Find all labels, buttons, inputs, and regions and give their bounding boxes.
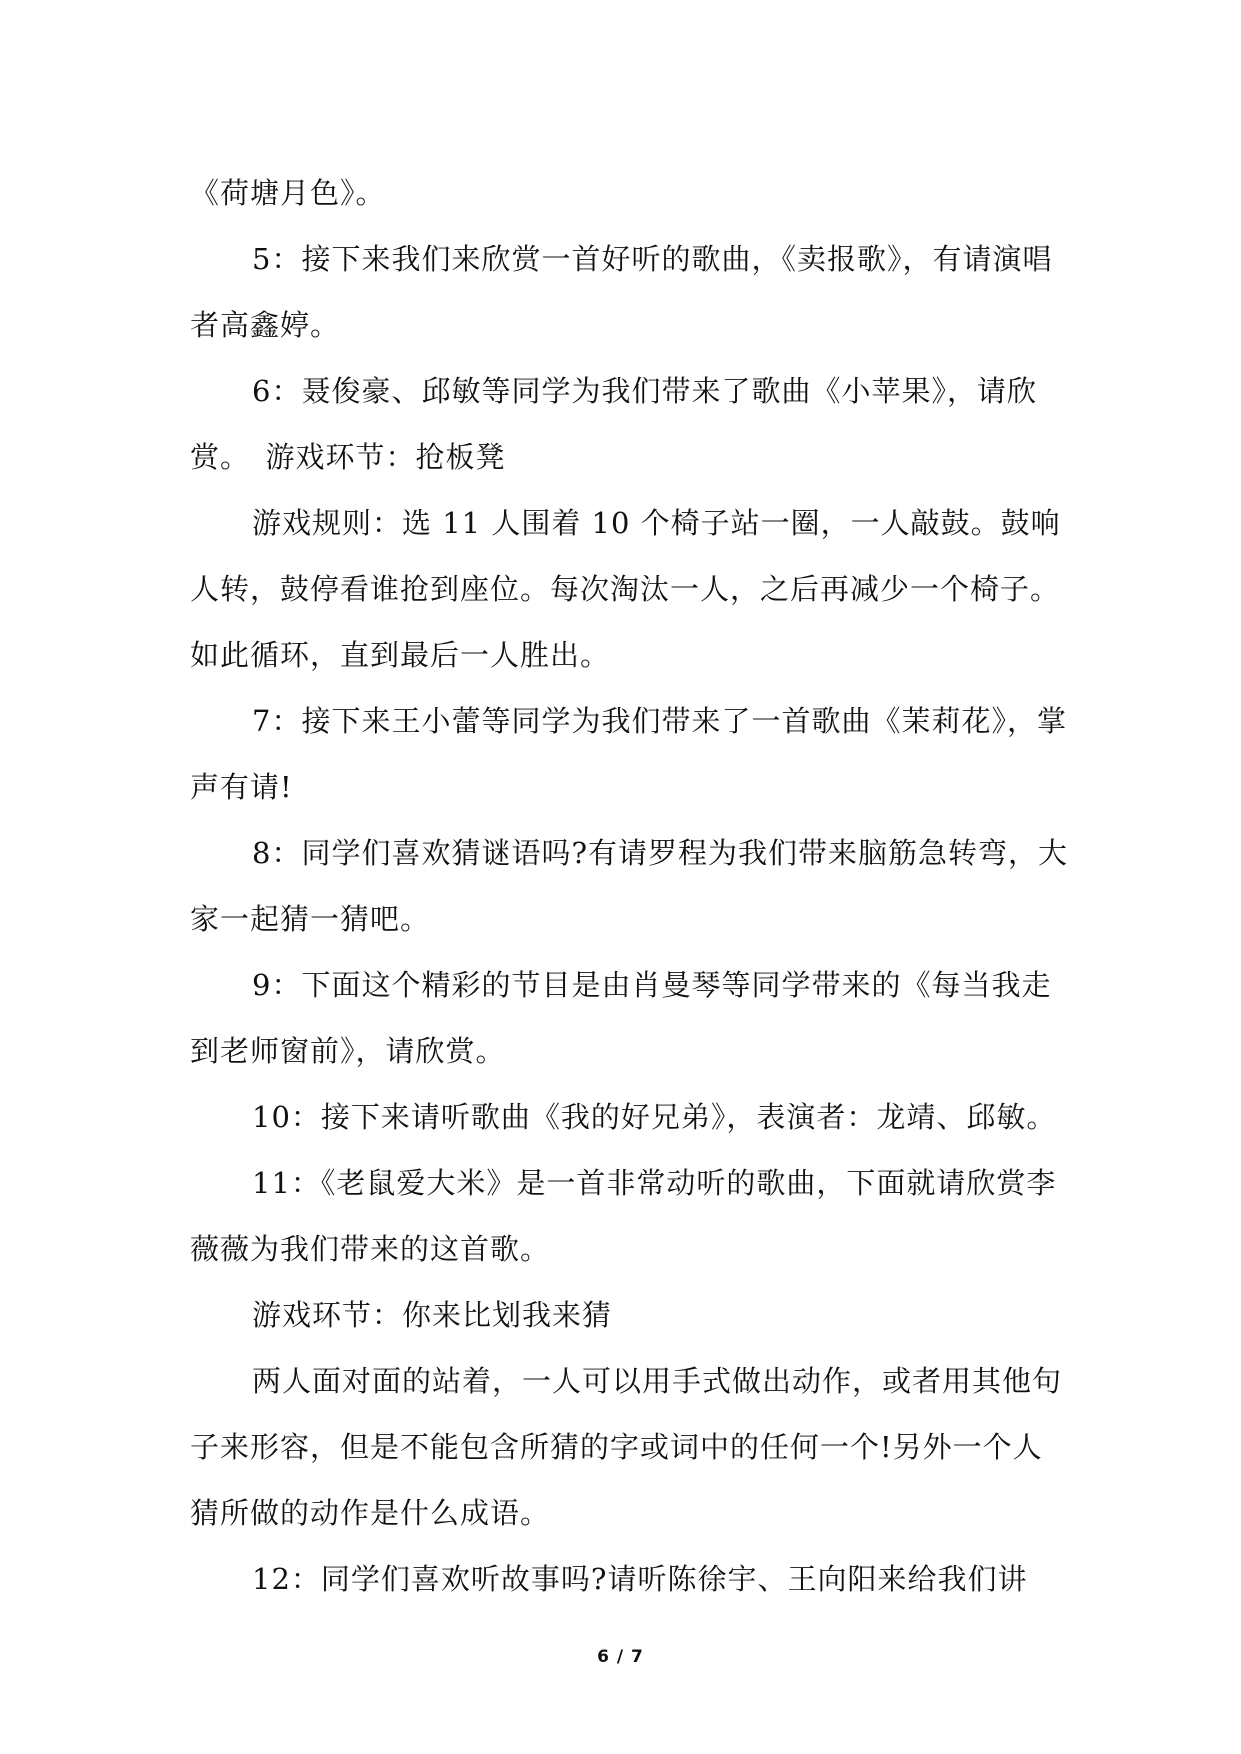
paragraph-item-10: 10：接下来请听歌曲《我的好兄弟》，表演者：龙靖、邱敏。 [252, 1100, 1057, 1134]
document-body [190, 160, 1070, 1612]
paragraph-item-6: 6：聂俊豪、邱敏等同学为我们带来了歌曲《小苹果》，请欣赏。 游戏环节：抢板凳 [190, 374, 1037, 474]
paragraph-item-5: 5：接下来我们来欣赏一首好听的歌曲，《卖报歌》，有请演唱者高鑫婷。 [190, 242, 1053, 342]
paragraph-game-heading-charades: 游戏环节：你来比划我来猜 [252, 1298, 613, 1332]
paragraph-item-12: 12：同学们喜欢听故事吗?请听陈徐宇、王向阳来给我们讲 [252, 1562, 1028, 1596]
paragraph-item-9: 9：下面这个精彩的节目是由肖曼琴等同学带来的《每当我走到老师窗前》，请欣赏。 [190, 968, 1052, 1068]
page-number: 6 / 7 [597, 1647, 644, 1667]
paragraph-intro-continuation: 《荷塘月色》。 [190, 176, 386, 210]
paragraph-game-rules-charades: 两人面对面的站着，一人可以用手式做出动作，或者用其他句子来形容，但是不能包含所猜的字或词中的任何一个!另外一个人猜所做的动作是什么成语。 [190, 1364, 1063, 1530]
paragraph-item-8: 8：同学们喜欢猜谜语吗?有请罗程为我们带来脑筋急转弯，大家一起猜一猜吧。 [190, 836, 1068, 936]
paragraph-game-rules-chairs: 游戏规则：选 11 人围着 10 个椅子站一圈，一人敲鼓。鼓响人转，鼓停看谁抢到座位。每次淘汰一人，之后再减少一个椅子。如此循环，直到最后一人胜出。 [190, 506, 1061, 672]
paragraph-item-7: 7：接下来王小蕾等同学为我们带来了一首歌曲《茉莉花》，掌声有请! [190, 704, 1067, 804]
paragraph-item-11: 11：《老鼠爱大米》是一首非常动听的歌曲，下面就请欣赏李薇薇为我们带来的这首歌。 [190, 1166, 1057, 1266]
